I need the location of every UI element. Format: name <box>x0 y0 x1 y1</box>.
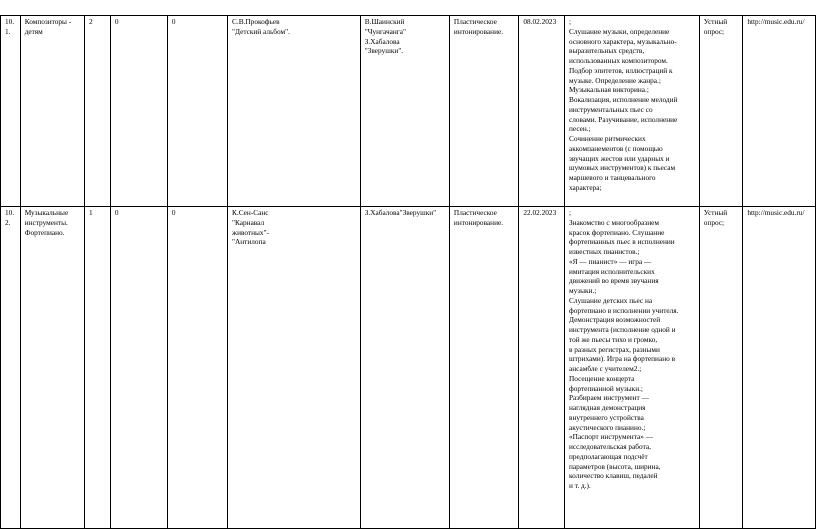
activity-line: внутреннего устройства <box>569 412 644 422</box>
music-playing: Пластическое интонирование. <box>449 207 518 529</box>
hours-practice: 0 <box>167 207 227 529</box>
topic-line: Фортепиано. <box>24 227 65 237</box>
lesson-topic: Композиторы - детям <box>20 16 84 207</box>
singing-repertoire: З.Хабалова"Зверушки" <box>360 207 449 529</box>
activity-line: «Паспорт инструмента» — <box>569 432 653 442</box>
activity-line: предполагающая подсчёт <box>569 451 648 461</box>
hours-total: 2 <box>84 16 110 207</box>
lesson-number: 10.2. <box>1 207 21 529</box>
activity-line: Посещение концерта <box>569 373 635 383</box>
control-form <box>699 16 743 207</box>
listening-repertoire <box>228 16 361 207</box>
activity-types <box>565 16 700 207</box>
activity-line: инструмента (исполнение одной и <box>569 325 676 334</box>
activity-line: известных пианистов.; <box>569 247 640 256</box>
listening-line: С.В.Прокофьев <box>232 17 280 26</box>
listening-line: "Антилопа <box>232 237 266 247</box>
activity-line: параметров (высота, ширина, <box>569 461 661 471</box>
activity-line: Вокализация, исполнение мелодий <box>569 95 678 104</box>
hours-practice: 0 <box>167 16 227 207</box>
activity-line: Демонстрация возможностей <box>569 315 661 325</box>
control-line: Устный <box>703 17 728 26</box>
activity-line: Сочинение ритмических <box>569 134 646 143</box>
listening-line: "Детский альбом". <box>232 26 290 36</box>
activity-line: использованных композитором. <box>569 56 668 65</box>
activity-line: музыки.; <box>569 286 597 295</box>
activity-line: «Я — пианист» — игра — <box>569 256 652 266</box>
activity-line: Подбор эпитетов, иллюстраций к <box>569 65 673 75</box>
table-row <box>1 207 816 529</box>
hours-total: 1 <box>84 207 110 529</box>
activity-line: Знакомство с многообразием <box>569 217 659 227</box>
activity-line: аккомпанементов (с помощью <box>569 143 663 153</box>
listening-repertoire <box>228 207 361 529</box>
activity-line: Слушание музыки, определение <box>569 26 670 36</box>
lesson-plan-table <box>0 15 816 529</box>
activity-line: Музыкальная викторина.; <box>569 85 649 95</box>
singing-line: З.Хабалова <box>364 36 400 46</box>
activity-line: инструментальных пьес со <box>569 104 653 114</box>
lesson-topic <box>20 207 84 529</box>
control-form <box>699 207 743 529</box>
listening-line: К.Сен-Санс <box>232 208 269 217</box>
activity-line: акустического пианино.; <box>569 422 646 432</box>
activity-line: штрихами). Игра на фортепиано в <box>569 354 676 364</box>
control-line: опрос; <box>703 26 725 36</box>
resource-link[interactable]: http://music.edu.ru/ <box>743 16 816 207</box>
activity-line: ; <box>569 208 572 217</box>
activity-line: маршевого и танцевального <box>569 173 656 182</box>
lesson-date: 08.02.2023 <box>519 16 565 207</box>
activity-line: характера; <box>569 182 602 192</box>
listening-line: "Карнавал <box>232 217 265 227</box>
activity-line: движений во время звучания <box>569 276 659 286</box>
activity-line: шумовых инструментов) к пьесам <box>569 163 676 173</box>
activity-line: фортепианных пьес в исполнении <box>569 237 675 247</box>
topic-line: Музыкальные <box>24 208 69 217</box>
activity-line: имитация исполнительских <box>569 266 655 276</box>
control-line: Устный <box>703 208 728 217</box>
resource-link[interactable]: http://music.edu.ru/ <box>743 207 816 529</box>
activity-line: словами. Разучивание, исполнение <box>569 114 678 124</box>
activity-line: количество клавиш, педалей <box>569 471 658 481</box>
activity-line: выразительных средств, <box>569 46 645 56</box>
singing-line: В.Шаинский <box>364 17 405 26</box>
singing-repertoire <box>360 16 449 207</box>
music-playing: Пластическое интонирование. <box>449 16 518 207</box>
activity-types <box>565 207 700 529</box>
table-row <box>1 16 816 207</box>
lesson-number: 10.1. <box>1 16 21 207</box>
singing-line: "Зверушки". <box>364 46 404 56</box>
listening-line: животных"- <box>232 227 269 237</box>
activity-line: той же пьесы тихо и громко, <box>569 334 658 344</box>
activity-line: наглядная демонстрация <box>569 403 646 412</box>
control-line: опрос; <box>703 217 725 227</box>
activity-line: песен.; <box>569 124 591 134</box>
activity-line: исследовательская работа, <box>569 442 651 451</box>
hours-control: 0 <box>110 207 167 529</box>
activity-line: в разных регистрах, разными <box>569 344 660 354</box>
hours-control: 0 <box>110 16 167 207</box>
activity-line: ансамбле с учителем2.; <box>569 364 642 373</box>
singing-line: "Чунгачанга" <box>364 26 406 36</box>
activity-line: фортепиано в исполнении учителя. <box>569 305 679 315</box>
activity-line: фортепианной музыки.; <box>569 383 643 393</box>
activity-line: Слушание детских пьес на <box>569 295 653 305</box>
activity-line: основного характера, музыкально- <box>569 36 677 46</box>
lesson-date: 22.02.2023 <box>519 207 565 529</box>
activity-line: и т. д.). <box>569 481 591 490</box>
activity-line: звучащих жестов или ударных и <box>569 153 670 163</box>
activity-line: ; <box>569 17 572 26</box>
activity-line: музыке. Определение жанра.; <box>569 75 661 85</box>
activity-line: Разбираем инструмент — <box>569 393 649 403</box>
activity-line: красок фортепиано. Слушание <box>569 227 665 237</box>
topic-line: инструменты. <box>24 217 68 227</box>
